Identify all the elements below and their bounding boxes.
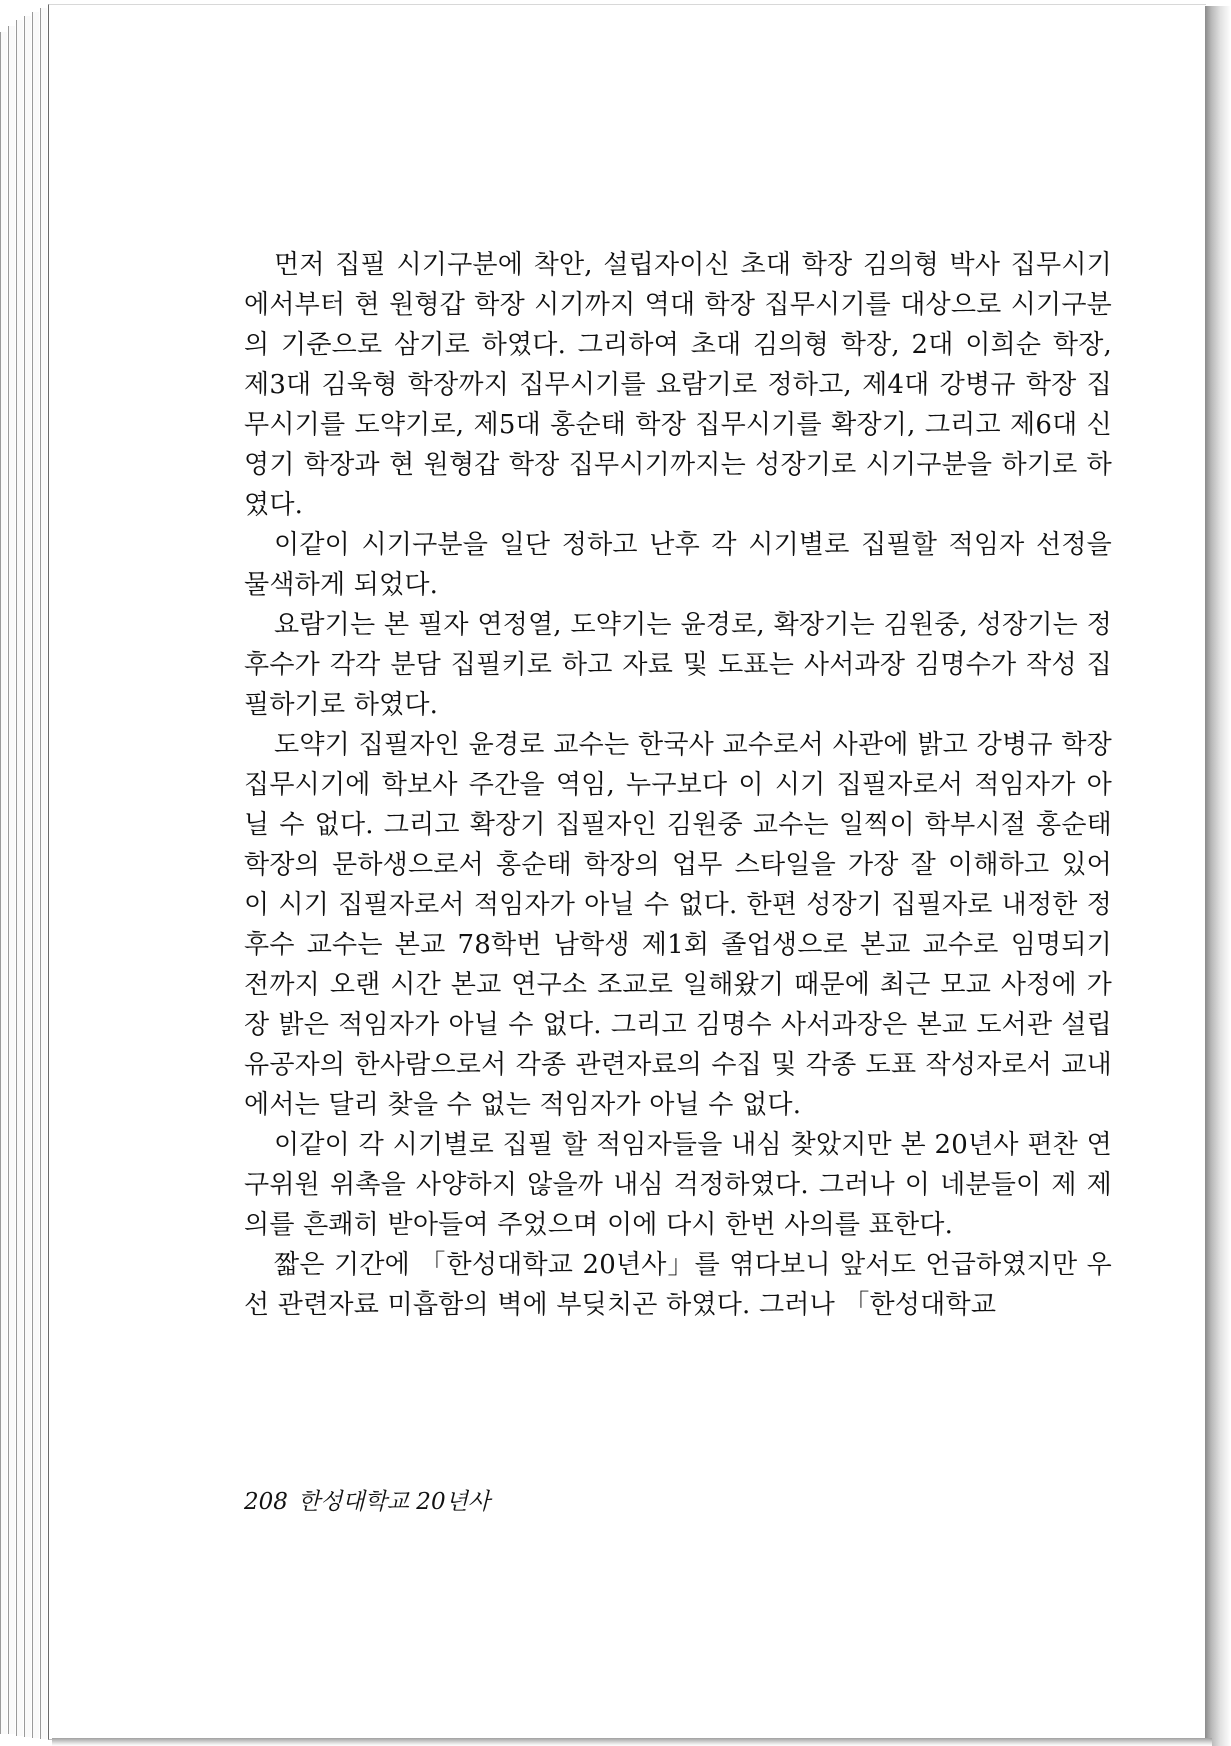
page-footer: [244, 1487, 490, 1517]
paragraph: 짧은 기간에 「한성대학교 20년사」를 엮다보니 앞서도 언급하였지만 우선 관련자료 미흡함의 벽에 부딪치곤 하였다. 그러나 「한성대학교: [244, 1250, 1112, 1320]
page-edge: [8, 26, 15, 1734]
page-edge: [40, 8, 47, 1739]
paragraph: 이같이 시기구분을 일단 정하고 난후 각 시기별로 집필할 적임자 선정을 물색하게 되었다.: [244, 530, 1112, 600]
page-number: 208: [244, 1489, 288, 1515]
paragraph: 먼저 집필 시기구분에 착안, 설립자이신 초대 학장 김의형 박사 집무시기에서부터 현 원형갑 학장 시기까지 역대 학장 집무시기를 대상으로 시기구분의 기준으로 삼기로 하였다. 그리하여 초대 김의형 학장, 2대 이희순 학장, 제3대 김욱형 학장까지 집무시기를 요람기로 정하고, 제4대 강병규 학장 집무시기를 도약기로, 제5대 홍순태 학장 집무시기를 확장기, 그리고 제6대 신영기 학장과 현 원형갑 학장 집무시기까지는 성장기로 시기구분을 하기로 하였다.: [244, 250, 1112, 520]
book-title: 한성대학교 20년사: [297, 1489, 491, 1515]
book-page: [48, 4, 1206, 1740]
page-shadow-right: [1205, 6, 1231, 1746]
body-text: [244, 245, 1112, 1325]
page-edge: [0, 32, 7, 1734]
paragraph: 요람기는 본 필자 연정열, 도약기는 윤경로, 확장기는 김원중, 성장기는 정후수가 각각 분담 집필키로 하고 자료 및 도표는 사서과장 김명수가 작성 집필하기로 하였다.: [244, 610, 1112, 720]
page-shadow-bottom: [52, 1738, 1212, 1746]
paragraph: 도약기 집필자인 윤경로 교수는 한국사 교수로서 사관에 밝고 강병규 학장 집무시기에 학보사 주간을 역임, 누구보다 이 시기 집필자로서 적임자가 아닐 수 없다. 그리고 확장기 집필자인 김원중 교수는 일찍이 학부시절 홍순태 학장의 문하생으로서 홍순태 학장의 업무 스타일을 가장 잘 이해하고 있어 이 시기 집필자로서 적임자가 아닐 수 없다. 한편 성장기 집필자로 내정한 정후수 교수는 본교 78학번 남학생 제1회 졸업생으로 본교 교수로 임명되기 전까지 오랜 시간 본교 연구소 조교로 일해왔기 때문에 최근 모교 사정에 가장 밝은 적임자가 아닐 수 없다. 그리고 김명수 사서과장은 본교 도서관 설립 유공자의 한사람으로서 각종 관련자료의 수집 및 각종 도표 작성자로서 교내에서는 달리 찾을 수 없는 적임자가 아닐 수 없다.: [244, 730, 1112, 1120]
page-edge: [32, 12, 39, 1738]
page-edge: [16, 20, 23, 1736]
paragraph: 이같이 각 시기별로 집필 할 적임자들을 내심 찾았지만 본 20년사 편찬 연구위원 위촉을 사양하지 않을까 내심 걱정하였다. 그러나 이 네분들이 제 제의를 흔쾌히 받아들여 주었으며 이에 다시 한번 사의를 표한다.: [244, 1130, 1112, 1240]
page-edge: [24, 16, 31, 1737]
